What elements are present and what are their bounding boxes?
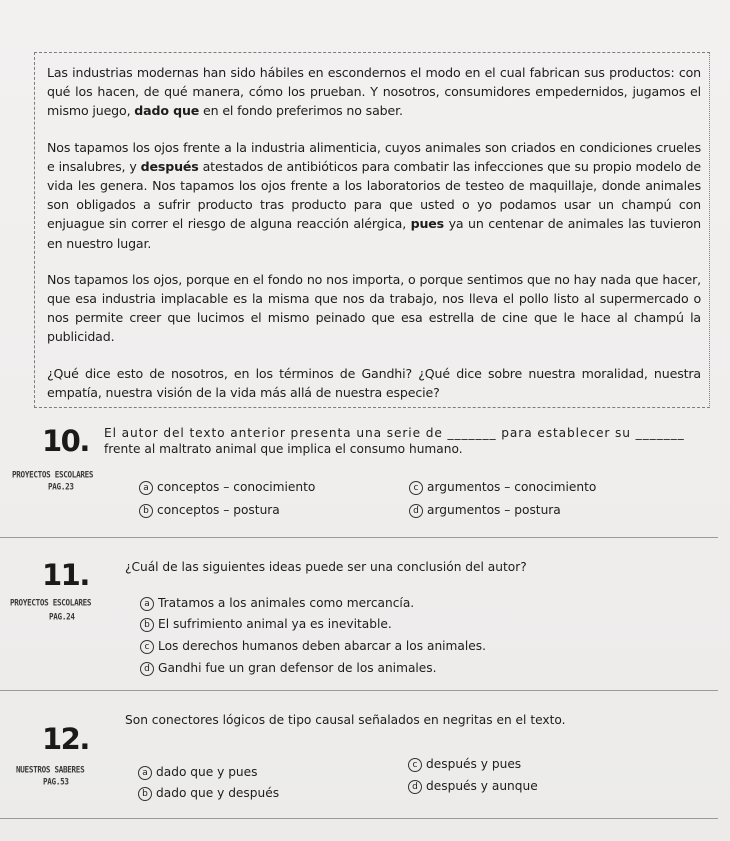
q12-option-d[interactable]: d después y aunque: [408, 779, 538, 794]
option-b-bubble-icon: b: [140, 618, 154, 632]
passage-paragraph-4: ¿Qué dice esto de nosotros, en los términos de Gandhi? ¿Qué dice sobre nuestra moralidad, nuestra empatía, nuestra visión de la vida más allá de nuestra especie?: [47, 365, 701, 400]
passage-paragraph-1: Las industrias modernas han sido hábiles en escondernos el modo en el cual fabrican sus productos: con qué los hacen, de qué manera, cómo los prueban. Y nosotros, consumidores empedernidos, jugamos el mismo juego, dado que en el fondo preferimos no saber.: [47, 65, 701, 119]
option-c-bubble-icon: c: [408, 758, 422, 772]
question-12-source-tag: NUESTROS SABERES: [16, 764, 85, 775]
option-b-bubble-icon: b: [139, 504, 153, 518]
q10-option-b[interactable]: b conceptos – postura: [139, 503, 280, 518]
q12-option-b[interactable]: b dado que y después: [138, 786, 279, 801]
option-d-bubble-icon: d: [140, 662, 154, 676]
question-10-line-1: El autor del texto anterior presenta una serie de _______ para establecer su _______: [104, 426, 685, 440]
passage-paragraph-2: Nos tapamos los ojos frente a la industria alimenticia, cuyos animales son criados en condiciones crueles e insalubres, y después atestados de antibióticos para combatir las infecciones que su propio modelo de vida les genera. Nos tapamos los ojos frente a los laboratorios de testeo de maquillaje, donde animales son obligados a sufrir producto tras producto para que usted o yo podamos usar un champú con enjuague sin correr el riesgo de alguna reacción alérgica, pues ya un centenar de animales las tuvieron en nuestro lugar.: [47, 139, 701, 251]
option-d-bubble-icon: d: [409, 504, 423, 518]
q10-option-d[interactable]: d argumentos – postura: [409, 503, 561, 518]
option-b-bubble-icon: b: [138, 787, 152, 801]
question-12-number: 12.: [42, 722, 89, 756]
question-12-page-tag: PAG.53: [43, 776, 69, 787]
divider-line: [0, 818, 718, 819]
divider-line: [0, 537, 718, 538]
option-a-bubble-icon: a: [138, 766, 152, 780]
option-c-bubble-icon: c: [140, 640, 154, 654]
question-11-page-tag: PAG.24: [49, 611, 75, 622]
q12-option-c[interactable]: c después y pues: [408, 757, 521, 772]
question-11-number: 11.: [42, 558, 89, 592]
q11-option-c[interactable]: c Los derechos humanos deben abarcar a los animales.: [140, 639, 486, 654]
divider-line: [0, 690, 718, 691]
question-10-page-tag: PAG.23: [48, 481, 74, 492]
passage-paragraph-3: Nos tapamos los ojos, porque en el fondo no nos importa, o porque sentimos que no hay nada que hacer, que esa industria implacable es la misma que nos da trabajo, nos lleva el pollo listo al supermercado o nos permite creer que lucimos el mismo peinado que esa estrella de cine que le hace al champú la publicidad.: [47, 271, 701, 345]
q10-option-a[interactable]: a conceptos – conocimiento: [139, 480, 315, 495]
q12-option-a[interactable]: a dado que y pues: [138, 765, 258, 780]
q11-option-b[interactable]: b El sufrimiento animal ya es inevitable.: [140, 617, 392, 632]
q11-option-a[interactable]: a Tratamos a los animales como mercancía.: [140, 596, 414, 611]
bold-connector-despues: después: [140, 158, 199, 174]
option-a-bubble-icon: a: [140, 597, 154, 611]
option-a-bubble-icon: a: [139, 481, 153, 495]
question-11-text: ¿Cuál de las siguientes ideas puede ser una conclusión del autor?: [125, 560, 527, 574]
option-c-bubble-icon: c: [409, 481, 423, 495]
question-11-source-tag: PROYECTOS ESCOLARES: [10, 597, 92, 608]
bold-connector-pues: pues: [410, 216, 445, 232]
bold-connector-dado-que: dado que: [134, 103, 200, 119]
option-d-bubble-icon: d: [408, 780, 422, 794]
reading-passage: [34, 52, 710, 408]
q10-option-c[interactable]: c argumentos – conocimiento: [409, 480, 596, 495]
question-10-line-2: frente al maltrato animal que implica el consumo humano.: [104, 442, 463, 456]
question-12-text: Son conectores lógicos de tipo causal señalados en negritas en el texto.: [125, 713, 566, 727]
question-10-number: 10.: [42, 424, 89, 458]
q11-option-d[interactable]: d Gandhi fue un gran defensor de los animales.: [140, 661, 437, 676]
question-10-source-tag: PROYECTOS ESCOLARES: [12, 469, 94, 480]
